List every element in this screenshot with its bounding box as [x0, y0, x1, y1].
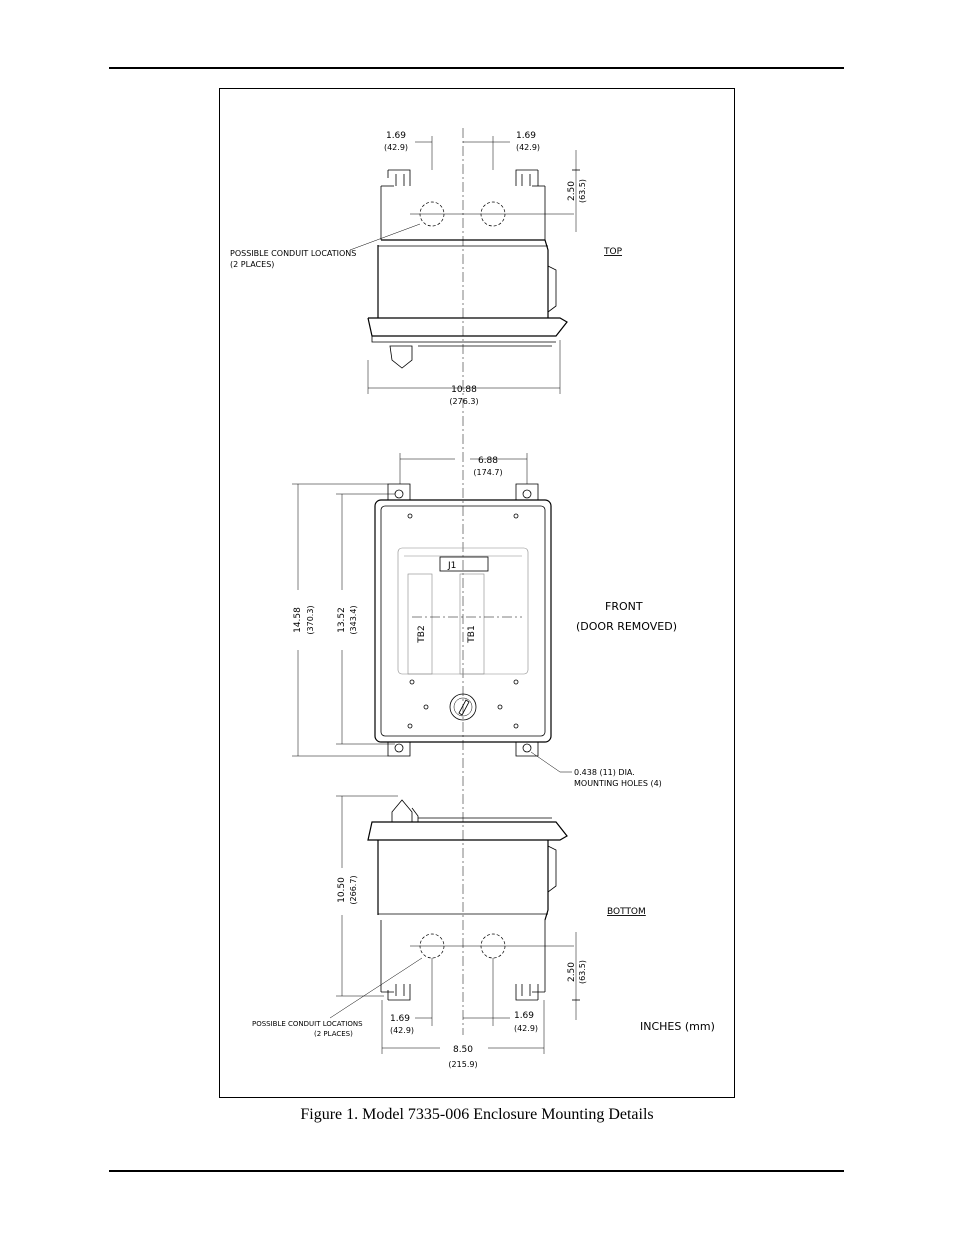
- front-dim-hole-height-in: 13.52: [337, 607, 347, 633]
- bottom-dim-left-mm: (42.9): [389, 1026, 415, 1035]
- front-dim-height-mm: (370.3): [306, 605, 315, 635]
- bottom-conduit-note-1: POSSIBLE CONDUIT LOCATIONS: [252, 1020, 363, 1028]
- units-note: INCHES (mm): [640, 1020, 715, 1033]
- top-view-label: TOP: [604, 247, 623, 257]
- mounting-hole-top-left: [395, 490, 403, 498]
- mounting-hole-top-right: [523, 490, 531, 498]
- bottom-dim-left-in: 1.69: [389, 1014, 411, 1024]
- front-dim-hole-height-mm: (343.4): [349, 605, 358, 635]
- figure-caption: Figure 1. Model 7335-006 Enclosure Mounting Details: [300, 1106, 654, 1123]
- bottom-view: [330, 796, 580, 1054]
- bottom-view-label: BOTTOM: [607, 907, 646, 917]
- top-dim-edge-in: 2.50: [567, 180, 577, 202]
- top-dim-left-in: 1.69: [385, 131, 407, 141]
- top-dim-left-mm: (42.9): [383, 143, 409, 152]
- top-conduit-note-1: POSSIBLE CONDUIT LOCATIONS: [230, 249, 357, 258]
- bottom-dim-width-in: 8.50: [452, 1045, 474, 1055]
- label-tb2: TB2: [417, 625, 427, 643]
- terminal-block-tb1: [460, 574, 484, 674]
- front-view-label: FRONT: [605, 600, 643, 613]
- bottom-dim-edge-mm: (63.5): [578, 959, 587, 985]
- label-j1: J1: [448, 561, 457, 571]
- front-holes-note-2: MOUNTING HOLES (4): [574, 779, 662, 788]
- front-dim-spacing-in: 6.88: [477, 456, 499, 466]
- top-conduit-note-2: (2 PLACES): [230, 260, 275, 269]
- bottom-dim-right-mm: (42.9): [513, 1024, 539, 1033]
- bottom-dim-right-in: 1.69: [513, 1011, 535, 1021]
- top-dim-edge-mm: (63.5): [578, 178, 587, 204]
- top-view: [350, 136, 580, 394]
- footer-rule: [109, 1170, 844, 1172]
- front-view: [292, 453, 572, 772]
- bottom-dim-depth-in: 10.50: [337, 877, 347, 903]
- terminal-block-tb2: [408, 574, 432, 674]
- top-dim-right-in: 1.69: [515, 131, 537, 141]
- mounting-hole-bottom-left: [395, 744, 403, 752]
- bottom-conduit-note-2: (2 PLACES): [314, 1030, 353, 1038]
- top-dim-width-mm: (276.3): [449, 397, 479, 406]
- front-dim-height-in: 14.58: [293, 607, 303, 633]
- top-dim-width-in: 10.88: [451, 385, 477, 395]
- front-dim-spacing-mm: (174.7): [473, 468, 503, 477]
- bottom-dim-depth-mm: (266.7): [349, 875, 358, 905]
- front-holes-note-1: 0.438 (11) DIA.: [574, 768, 635, 777]
- mounting-hole-bottom-right: [523, 744, 531, 752]
- top-dim-right-mm: (42.9): [515, 143, 541, 152]
- front-view-sublabel: (DOOR REMOVED): [576, 620, 678, 633]
- bottom-dim-edge-in: 2.50: [567, 961, 577, 983]
- bottom-dim-width-mm: (215.9): [448, 1060, 478, 1069]
- label-tb1: TB1: [467, 625, 477, 643]
